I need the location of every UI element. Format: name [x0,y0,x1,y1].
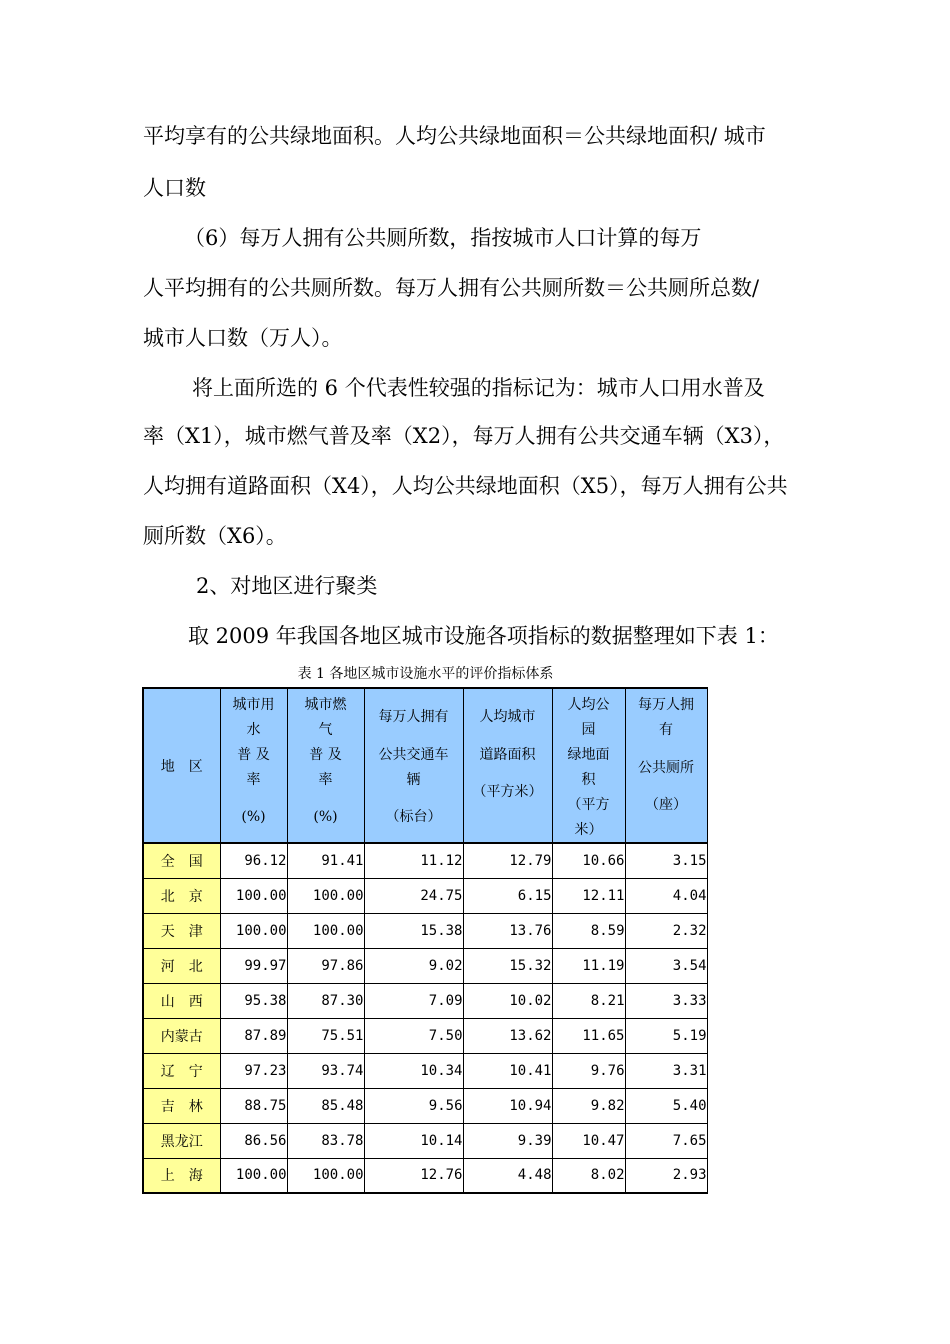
header-line: (%) [313,809,338,825]
value-cell: 5.40 [625,1088,707,1123]
header-line: 积 [581,772,596,788]
header-line: 率 [246,772,261,788]
value-cell: 10.02 [463,983,552,1018]
paragraph-line-1: 平均享有的公共绿地面积。人均公共绿地面积＝公共绿地面积/ 城市 [143,124,766,148]
value-cell: 3.31 [625,1053,707,1088]
value-cell: 10.14 [364,1123,463,1158]
value-cell: 10.66 [552,843,625,878]
value-cell: 13.62 [463,1018,552,1053]
value-cell: 75.51 [287,1018,364,1053]
region-cell: 全 国 [143,843,220,878]
region-cell: 黑龙江 [143,1123,220,1158]
value-cell: 83.78 [287,1123,364,1158]
value-cell: 15.38 [364,913,463,948]
paragraph-line-6: 将上面所选的 6 个代表性较强的指标记为：城市人口用水普及 [192,376,765,400]
table-row [143,913,707,948]
region-cell: 天 津 [143,913,220,948]
value-cell: 3.54 [625,948,707,983]
value-cell: 7.65 [625,1123,707,1158]
region-cell: 北 京 [143,878,220,913]
region-cell: 辽 宁 [143,1053,220,1088]
header-line: 普 及 [309,747,342,763]
header-line: 米） [574,822,603,838]
value-cell: 8.21 [552,983,625,1018]
value-cell: 7.09 [364,983,463,1018]
value-cell: 95.38 [220,983,287,1018]
table-header-row [143,688,707,843]
header-gas [287,688,364,843]
header-line: 公共交通车 [378,747,449,763]
paragraph-line-9: 厕所数（X6）。 [143,524,287,548]
table-row [143,983,707,1018]
value-cell: 5.19 [625,1018,707,1053]
header-water [220,688,287,843]
header-line: 城市用 [232,697,275,713]
section-heading: 2、对地区进行聚类 [196,574,378,598]
header-line: 每万人拥有 [378,709,449,725]
value-cell: 100.00 [220,1158,287,1193]
value-cell: 9.76 [552,1053,625,1088]
value-cell: 10.47 [552,1123,625,1158]
value-cell: 100.00 [287,1158,364,1193]
header-line: (%) [241,809,266,825]
value-cell: 11.19 [552,948,625,983]
header-line: 道路面积 [479,747,536,763]
table-caption: 表 1 各地区城市设施水平的评价指标体系 [297,666,554,682]
header-line: 有 [659,722,673,738]
header-line: 绿地面 [567,747,610,763]
value-cell: 85.48 [287,1088,364,1123]
table-intro: 取 2009 年我国各地区城市设施各项指标的数据整理如下表 1： [188,624,779,648]
value-cell: 10.94 [463,1088,552,1123]
header-line: 率 [318,772,333,788]
value-cell: 97.23 [220,1053,287,1088]
value-cell: 91.41 [287,843,364,878]
value-cell: 2.93 [625,1158,707,1193]
value-cell: 3.15 [625,843,707,878]
value-cell: 9.56 [364,1088,463,1123]
table-row [143,843,707,878]
value-cell: 8.02 [552,1158,625,1193]
header-line: （标台） [385,809,442,825]
header-line: 每万人拥 [638,697,694,713]
paragraph-line-8: 人均拥有道路面积（X4），人均公共绿地面积（X5），每万人拥有公共 [143,474,788,498]
region-cell: 吉 林 [143,1088,220,1123]
table-row [143,1018,707,1053]
header-line: 气 [318,722,333,738]
paragraph-line-3: （6）每万人拥有公共厕所数，指按城市人口计算的每万 [184,226,702,250]
value-cell: 2.32 [625,913,707,948]
header-region-label: 地 区 [160,758,203,775]
value-cell: 12.79 [463,843,552,878]
value-cell: 9.82 [552,1088,625,1123]
header-line: 辆 [406,772,421,788]
table-row [143,1158,707,1193]
value-cell: 87.89 [220,1018,287,1053]
value-cell: 10.41 [463,1053,552,1088]
indicator-table [142,687,708,1194]
value-cell: 100.00 [287,878,364,913]
header-line: （平方 [567,797,610,813]
value-cell: 11.65 [552,1018,625,1053]
header-line: 园 [581,722,596,738]
header-line: 普 及 [237,747,270,763]
region-cell: 上 海 [143,1158,220,1193]
paragraph-line-7: 率（X1），城市燃气普及率（X2），每万人拥有公共交通车辆（X3）， [143,424,785,448]
table-row [143,1123,707,1158]
region-cell: 内蒙古 [143,1018,220,1053]
region-cell: 山 西 [143,983,220,1018]
value-cell: 6.15 [463,878,552,913]
value-cell: 13.76 [463,913,552,948]
region-cell: 河 北 [143,948,220,983]
value-cell: 87.30 [287,983,364,1018]
header-green [552,688,625,843]
value-cell: 4.48 [463,1158,552,1193]
value-cell: 99.97 [220,948,287,983]
value-cell: 3.33 [625,983,707,1018]
header-line: 人均城市 [479,709,536,725]
value-cell: 96.12 [220,843,287,878]
header-toilet [625,688,707,843]
value-cell: 93.74 [287,1053,364,1088]
table-row [143,948,707,983]
value-cell: 100.00 [287,913,364,948]
table-row [143,878,707,913]
value-cell: 12.76 [364,1158,463,1193]
value-cell: 100.00 [220,878,287,913]
header-line: 公共厕所 [638,760,694,776]
value-cell: 24.75 [364,878,463,913]
value-cell: 12.11 [552,878,625,913]
header-transit [364,688,463,843]
paragraph-line-4: 人平均拥有的公共厕所数。每万人拥有公共厕所数＝公共厕所总数/ [143,276,760,300]
value-cell: 4.04 [625,878,707,913]
value-cell: 11.12 [364,843,463,878]
value-cell: 8.59 [552,913,625,948]
header-line: 人均公 [567,697,610,713]
header-line: （平方米） [472,784,543,800]
value-cell: 100.00 [220,913,287,948]
header-line: （座） [645,797,687,813]
header-road [463,688,552,843]
value-cell: 15.32 [463,948,552,983]
value-cell: 88.75 [220,1088,287,1123]
header-line: 水 [246,722,261,738]
paragraph-line-2: 人口数 [143,176,206,200]
value-cell: 9.02 [364,948,463,983]
value-cell: 97.86 [287,948,364,983]
header-line: 城市燃 [304,697,347,713]
value-cell: 10.34 [364,1053,463,1088]
value-cell: 86.56 [220,1123,287,1158]
header-region [143,688,220,843]
value-cell: 9.39 [463,1123,552,1158]
value-cell: 7.50 [364,1018,463,1053]
paragraph-line-5: 城市人口数（万人）。 [143,326,343,350]
table-row [143,1053,707,1088]
table-row [143,1088,707,1123]
